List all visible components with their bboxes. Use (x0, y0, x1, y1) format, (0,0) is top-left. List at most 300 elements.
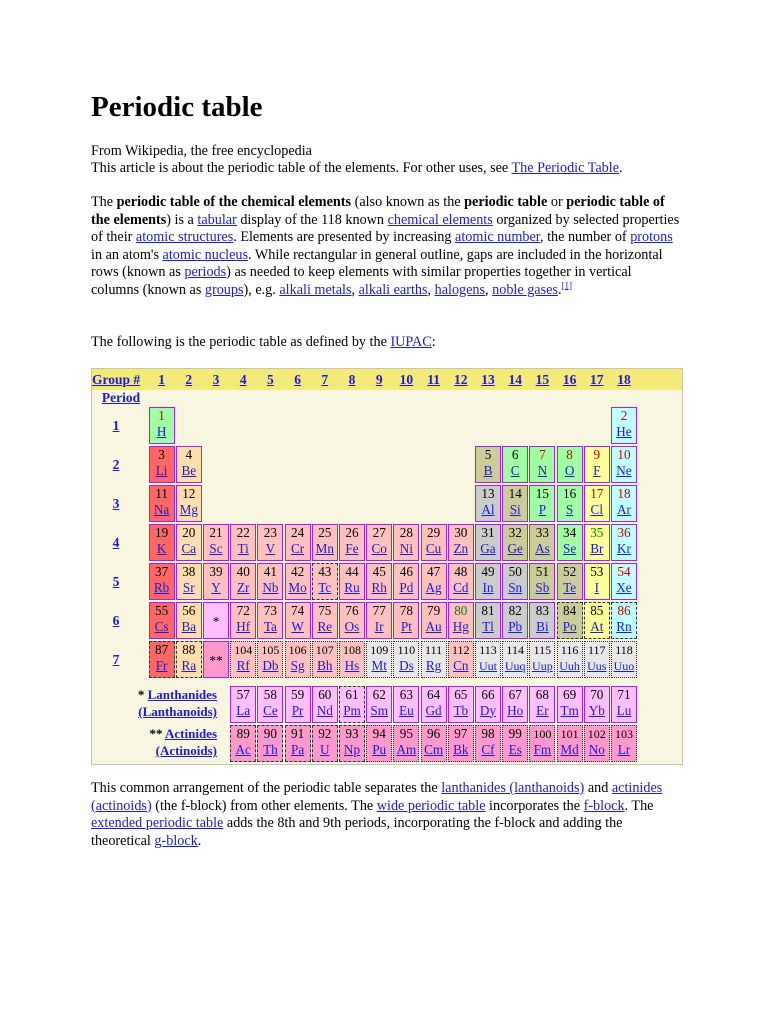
element-symbol-link[interactable]: Uus (587, 658, 607, 673)
article-link[interactable]: halogens (434, 281, 486, 298)
group-number-link[interactable]: 13 (481, 372, 495, 387)
element-cell[interactable] (312, 686, 338, 723)
element-cell[interactable] (611, 563, 637, 600)
element-symbol-link[interactable]: Md (560, 741, 579, 757)
atomic-number: 59 (291, 686, 305, 702)
group-number-link[interactable]: 10 (399, 372, 414, 387)
element-symbol-link[interactable]: Pb (508, 618, 523, 634)
article-link[interactable]: actinides (actinoids) (91, 780, 663, 814)
element-symbol-link[interactable]: V (265, 540, 276, 556)
element-cell[interactable] (393, 641, 419, 678)
element-cell[interactable] (502, 686, 528, 723)
element-symbol-link[interactable]: Ta (263, 618, 277, 634)
group-number-link[interactable]: 9 (375, 372, 383, 387)
element-cell[interactable] (149, 485, 175, 522)
element-cell[interactable] (230, 725, 256, 762)
element-cell[interactable] (611, 446, 637, 483)
element-cell[interactable] (149, 563, 175, 600)
element-cell[interactable] (529, 446, 555, 483)
article-link[interactable]: g-block (154, 832, 198, 849)
element-cell[interactable] (557, 725, 583, 762)
element-symbol-link[interactable]: Uuh (559, 658, 580, 673)
element-cell[interactable] (366, 686, 392, 723)
element-cell[interactable] (339, 524, 365, 561)
group-number-link[interactable]: 12 (454, 372, 468, 387)
element-symbol-link[interactable]: C (510, 462, 520, 478)
element-cell[interactable] (339, 602, 365, 639)
element-symbol-link[interactable]: Pm (343, 702, 361, 718)
element-symbol-link[interactable]: Am (396, 741, 417, 757)
element-cell[interactable] (149, 407, 175, 444)
element-symbol-link[interactable]: Zr (236, 579, 250, 595)
element-symbol-link[interactable]: He (616, 423, 632, 439)
group-number-label[interactable]: Group # (92, 372, 141, 387)
element-cell[interactable] (475, 602, 501, 639)
element-symbol-link[interactable]: Zn (453, 540, 469, 556)
atomic-number: 76 (345, 602, 359, 618)
atomic-number: 11 (155, 485, 168, 501)
element-cell[interactable] (502, 725, 528, 762)
element-symbol-link[interactable]: Sn (508, 579, 523, 595)
element-cell[interactable] (475, 725, 501, 762)
element-cell[interactable] (176, 641, 202, 678)
period-number-link[interactable]: 3 (112, 496, 120, 511)
element-cell[interactable] (176, 485, 202, 522)
element-cell[interactable] (611, 641, 637, 678)
element-symbol-link[interactable]: Bi (536, 618, 549, 634)
element-symbol-link[interactable]: Bh (317, 657, 333, 673)
element-cell[interactable] (421, 725, 447, 762)
element-cell[interactable] (421, 602, 447, 639)
element-cell[interactable] (529, 686, 555, 723)
element-symbol-link[interactable]: Mg (179, 501, 198, 517)
article-link[interactable]: atomic nucleus (162, 246, 249, 263)
element-cell[interactable] (257, 641, 283, 678)
element-cell[interactable] (584, 725, 610, 762)
element-symbol-link[interactable]: As (535, 540, 550, 556)
element-cell[interactable] (611, 602, 637, 639)
element-symbol-link[interactable]: B (483, 462, 493, 478)
element-symbol-link[interactable]: Hs (344, 657, 360, 673)
element-cell[interactable] (611, 485, 637, 522)
element-symbol-link[interactable]: Tb (453, 702, 469, 718)
element-cell[interactable] (475, 524, 501, 561)
element-cell[interactable] (149, 641, 175, 678)
element-symbol-link[interactable]: Rg (425, 657, 442, 673)
element-cell[interactable] (529, 602, 555, 639)
element-cell[interactable] (203, 524, 229, 561)
element-cell[interactable] (502, 563, 528, 600)
element-symbol-link[interactable]: Ho (507, 702, 524, 718)
element-cell[interactable] (448, 524, 474, 561)
element-cell[interactable] (421, 686, 447, 723)
element-cell[interactable] (611, 407, 637, 444)
article-link[interactable]: noble gases (492, 281, 558, 298)
element-symbol-link[interactable]: Uuq (504, 658, 526, 673)
element-symbol-link[interactable]: I (594, 579, 599, 595)
element-symbol-link[interactable]: At (590, 618, 604, 634)
period-number-link[interactable]: 5 (112, 574, 120, 589)
element-cell[interactable] (502, 446, 528, 483)
group-number-link[interactable]: 5 (267, 372, 274, 387)
element-symbol-link[interactable]: Sb (535, 579, 550, 595)
element-cell[interactable] (502, 641, 528, 678)
hatnote-link[interactable]: The Periodic Table (511, 160, 619, 176)
element-symbol-link[interactable]: Si (509, 501, 521, 517)
element-cell[interactable] (285, 602, 311, 639)
element-cell[interactable] (230, 686, 256, 723)
element-symbol-link[interactable]: Ac (235, 741, 251, 757)
element-cell[interactable] (285, 686, 311, 723)
element-cell[interactable] (611, 686, 637, 723)
element-cell[interactable] (285, 563, 311, 600)
element-cell[interactable] (393, 563, 419, 600)
element-cell[interactable] (584, 602, 610, 639)
element-symbol-link[interactable]: Dy (479, 702, 497, 718)
element-symbol-link[interactable]: N (537, 462, 548, 478)
period-number-link[interactable]: 1 (112, 418, 120, 433)
element-symbol-link[interactable]: Pa (291, 741, 305, 757)
element-symbol-link[interactable]: Rh (371, 579, 387, 595)
element-cell[interactable] (366, 524, 392, 561)
element-symbol-link[interactable]: W (291, 618, 304, 634)
element-cell[interactable] (421, 641, 447, 678)
element-cell[interactable] (230, 563, 256, 600)
article-link[interactable]: periods (184, 264, 227, 280)
group-number-link[interactable]: 8 (348, 372, 356, 387)
article-link[interactable]: chemical elements (387, 211, 493, 228)
element-symbol-link[interactable]: Ru (344, 579, 360, 595)
period-number-link[interactable]: 4 (112, 535, 120, 550)
element-symbol-link[interactable]: Hf (236, 618, 251, 634)
element-symbol-link[interactable]: Mn (315, 540, 334, 556)
element-symbol-link[interactable]: Uup (532, 658, 553, 673)
element-cell[interactable] (366, 563, 392, 600)
element-symbol-link[interactable]: Br (590, 540, 604, 556)
element-symbol-link[interactable]: Ra (181, 657, 197, 673)
element-symbol-link[interactable]: Xe (616, 579, 632, 595)
element-symbol-link[interactable]: Cm (424, 741, 444, 757)
element-cell[interactable] (312, 524, 338, 561)
element-symbol-link[interactable]: Sc (209, 540, 223, 556)
group-number-link[interactable]: 7 (321, 372, 329, 387)
article-link[interactable]: extended periodic table (91, 815, 224, 831)
element-cell[interactable] (393, 524, 419, 561)
element-cell[interactable] (393, 725, 419, 762)
element-cell[interactable] (584, 524, 610, 561)
element-symbol-link[interactable]: Ds (399, 657, 414, 673)
group-number-link[interactable]: 11 (427, 372, 440, 387)
element-cell[interactable] (230, 524, 256, 561)
element-cell[interactable] (257, 602, 283, 639)
element-cell[interactable] (366, 602, 392, 639)
group-number-link[interactable]: 4 (239, 372, 247, 387)
group-number-link[interactable]: 1 (158, 372, 165, 387)
lanthanides-link[interactable]: Lanthanides (147, 687, 217, 702)
actinides-label (92, 725, 217, 759)
element-symbol-link[interactable]: Cr (291, 540, 305, 556)
element-cell[interactable] (529, 485, 555, 522)
element-symbol-link[interactable]: Rn (616, 618, 632, 634)
lanthanoids-link[interactable]: (Lanthanoids) (138, 704, 217, 719)
element-symbol-link[interactable]: Th (263, 741, 278, 757)
element-cell[interactable] (611, 725, 637, 762)
element-symbol-link[interactable]: Hg (452, 618, 469, 634)
element-symbol-link[interactable]: Ag (425, 579, 442, 595)
hatnote (91, 160, 681, 178)
element-cell[interactable] (149, 602, 175, 639)
element-cell[interactable] (502, 524, 528, 561)
period-number-link[interactable]: 6 (112, 613, 120, 628)
element-cell[interactable] (448, 641, 474, 678)
element-symbol-link[interactable]: Ti (237, 540, 249, 556)
element-cell[interactable] (475, 641, 501, 678)
element-symbol-link[interactable]: P (538, 501, 547, 517)
element-cell[interactable] (421, 524, 447, 561)
element-symbol-link[interactable]: Yb (588, 702, 605, 718)
element-symbol-link[interactable]: F (593, 462, 601, 478)
element-symbol-link[interactable]: Uuo (613, 658, 635, 673)
element-cell[interactable] (393, 686, 419, 723)
element-cell[interactable] (557, 686, 583, 723)
element-symbol-link[interactable]: Cd (453, 579, 469, 595)
element-cell[interactable] (176, 563, 202, 600)
group-number-link[interactable]: 18 (617, 372, 631, 387)
element-cell[interactable] (529, 563, 555, 600)
element-symbol-link[interactable]: Kr (617, 540, 631, 556)
element-symbol-link[interactable]: Ni (399, 540, 413, 556)
element-symbol-link[interactable]: O (564, 462, 575, 478)
element-symbol-link[interactable]: H (156, 423, 167, 439)
element-cell[interactable] (257, 686, 283, 723)
element-symbol-link[interactable]: Pt (400, 618, 412, 634)
element-symbol-link[interactable]: Pu (372, 741, 387, 757)
element-symbol-link[interactable]: Tm (560, 702, 579, 718)
element-symbol-link[interactable]: No (588, 741, 605, 757)
element-symbol-link[interactable]: Tl (482, 618, 494, 634)
article-link[interactable]: IUPAC (390, 334, 432, 350)
group-number-link[interactable]: 17 (590, 372, 604, 387)
element-symbol-link[interactable]: Al (481, 501, 495, 517)
element-cell[interactable] (557, 485, 583, 522)
article-link[interactable]: groups (204, 281, 244, 298)
element-symbol-link[interactable]: Lr (617, 741, 631, 757)
element-symbol-link[interactable]: Re (317, 618, 333, 634)
element-symbol-link[interactable]: Sg (290, 657, 305, 673)
element-symbol-link[interactable]: Te (563, 579, 577, 595)
element-symbol-link[interactable]: Pr (291, 702, 304, 718)
actinides-star: ** (149, 726, 165, 741)
element-cell[interactable] (230, 641, 256, 678)
element-cell[interactable] (529, 641, 555, 678)
element-symbol-link[interactable]: Rf (236, 657, 250, 673)
group-number-link[interactable]: 14 (508, 372, 522, 387)
element-cell[interactable] (557, 563, 583, 600)
element-symbol-link[interactable]: Y (211, 579, 221, 595)
group-number-link[interactable]: 16 (562, 372, 577, 387)
element-cell[interactable] (366, 725, 392, 762)
element-cell[interactable] (584, 686, 610, 723)
element-symbol-link[interactable]: Os (344, 618, 360, 634)
element-cell[interactable] (421, 563, 447, 600)
element-symbol-link[interactable]: Be (181, 462, 197, 478)
element-cell[interactable] (339, 686, 365, 723)
article-link[interactable]: alkali earths (358, 281, 428, 298)
element-cell[interactable] (149, 446, 175, 483)
actinides-link[interactable]: Actinides (165, 726, 217, 741)
element-symbol-link[interactable]: U (320, 741, 330, 757)
element-symbol-link[interactable]: Ar (617, 501, 631, 517)
article-link[interactable]: atomic number (455, 229, 540, 245)
element-symbol-link[interactable]: Nd (316, 702, 333, 718)
element-cell[interactable] (312, 563, 338, 600)
group-number-link[interactable]: 15 (535, 372, 550, 387)
element-symbol-link[interactable]: La (236, 702, 251, 718)
element-cell[interactable] (475, 686, 501, 723)
element-symbol-link[interactable]: K (156, 540, 167, 556)
element-symbol-link[interactable]: Sm (370, 702, 388, 718)
article-link[interactable]: tabular (197, 211, 237, 228)
element-symbol-link[interactable]: Fr (155, 657, 168, 673)
element-cell[interactable] (611, 524, 637, 561)
element-cell[interactable] (502, 485, 528, 522)
element-symbol-link[interactable]: Ir (374, 618, 384, 634)
element-cell[interactable] (257, 524, 283, 561)
article-link[interactable]: protons (630, 229, 673, 245)
element-symbol-link[interactable]: Se (563, 540, 577, 556)
element-symbol-link[interactable]: Ge (507, 540, 523, 556)
article-link[interactable]: atomic structures (135, 229, 234, 245)
element-symbol-link[interactable]: Er (536, 702, 549, 718)
group-number-link[interactable]: 3 (212, 372, 220, 387)
element-cell[interactable] (312, 725, 338, 762)
element-cell[interactable] (584, 446, 610, 483)
atomic-number: 115 (533, 642, 552, 657)
element-symbol-link[interactable]: Ce (263, 702, 278, 718)
element-cell[interactable] (475, 563, 501, 600)
element-cell[interactable] (257, 563, 283, 600)
element-cell[interactable] (312, 602, 338, 639)
element-cell[interactable] (557, 524, 583, 561)
element-symbol-link[interactable]: Cs (154, 618, 169, 634)
element-symbol-link[interactable]: Tc (318, 579, 332, 595)
element-symbol-link[interactable]: Na (153, 501, 170, 517)
element-symbol-link[interactable]: S (565, 501, 574, 517)
element-symbol-link[interactable]: Co (371, 540, 387, 556)
element-cell[interactable] (475, 446, 501, 483)
article-link[interactable]: lanthanides (lanthanoids) (441, 780, 585, 796)
period-number-link[interactable]: 7 (112, 652, 120, 667)
atomic-number: 113 (479, 642, 497, 657)
element-cell[interactable] (475, 485, 501, 522)
atomic-number: 5 (484, 446, 492, 462)
element-symbol-link[interactable]: Nb (262, 579, 279, 595)
element-symbol-link[interactable]: Sr (182, 579, 195, 595)
element-symbol-link[interactable]: Bk (453, 741, 469, 757)
element-symbol-link[interactable]: Es (508, 741, 522, 757)
element-cell[interactable] (339, 563, 365, 600)
element-symbol-link[interactable]: Gd (425, 702, 442, 718)
group-number-link[interactable]: 6 (294, 372, 301, 387)
element-cell[interactable] (257, 725, 283, 762)
element-cell[interactable] (448, 563, 474, 600)
element-symbol-link[interactable]: Cn (453, 657, 469, 673)
element-cell[interactable] (557, 602, 583, 639)
period-label[interactable]: Period (101, 390, 141, 405)
element-symbol-link[interactable]: Db (262, 657, 279, 673)
element-cell[interactable] (312, 641, 338, 678)
element-symbol-link[interactable]: Eu (399, 702, 414, 718)
element-symbol-link[interactable]: Li (155, 462, 168, 478)
element-symbol-link[interactable]: Fm (533, 741, 552, 757)
element-cell[interactable] (393, 602, 419, 639)
element-cell[interactable] (448, 725, 474, 762)
element-cell[interactable] (448, 686, 474, 723)
element-cell[interactable] (339, 725, 365, 762)
element-symbol-link[interactable]: Cl (590, 501, 604, 517)
element-cell[interactable] (584, 641, 610, 678)
element-symbol-link[interactable]: Ne (616, 462, 632, 478)
element-cell[interactable] (584, 563, 610, 600)
element-symbol-link[interactable]: Rb (153, 579, 170, 595)
element-cell[interactable] (176, 524, 202, 561)
element-cell[interactable] (285, 524, 311, 561)
element-cell[interactable] (285, 725, 311, 762)
atomic-number: 94 (372, 725, 386, 741)
element-symbol-link[interactable]: Au (425, 618, 442, 634)
element-cell[interactable] (203, 563, 229, 600)
element-cell[interactable] (557, 641, 583, 678)
element-cell[interactable] (502, 602, 528, 639)
element-symbol-link[interactable]: Np (343, 741, 361, 757)
element-symbol-link[interactable]: Lu (616, 702, 632, 718)
element-symbol-link[interactable]: Fe (345, 540, 359, 556)
element-cell[interactable] (176, 602, 202, 639)
actinoids-link[interactable]: (Actinoids) (155, 743, 217, 758)
element-symbol-link[interactable]: Uut (478, 658, 497, 673)
element-cell[interactable] (339, 641, 365, 678)
article-link[interactable]: alkali metals (279, 281, 352, 298)
element-cell[interactable] (529, 524, 555, 561)
element-cell[interactable] (176, 446, 202, 483)
element-cell[interactable] (557, 446, 583, 483)
citation-link[interactable]: [1] (561, 279, 572, 290)
element-symbol-link[interactable]: Cf (481, 741, 495, 757)
element-symbol-link[interactable]: Ca (181, 540, 197, 556)
article-link[interactable]: wide periodic table (376, 797, 486, 814)
element-cell[interactable] (149, 524, 175, 561)
element-symbol-link[interactable]: Pd (399, 579, 414, 595)
element-symbol-link[interactable]: Ba (181, 618, 197, 634)
element-cell[interactable] (529, 725, 555, 762)
article-link[interactable]: f-block (583, 797, 625, 814)
group-number-link[interactable]: 2 (185, 372, 193, 387)
element-symbol-link[interactable]: Mt (371, 657, 387, 673)
element-cell[interactable] (448, 602, 474, 639)
element-cell[interactable] (230, 602, 256, 639)
atomic-number: 106 (288, 642, 307, 657)
element-cell[interactable] (285, 641, 311, 678)
element-symbol-link[interactable]: Cu (425, 540, 442, 556)
element-symbol-link[interactable]: Po (562, 618, 577, 634)
period-number-link[interactable]: 2 (112, 457, 120, 472)
element-symbol-link[interactable]: In (482, 579, 494, 595)
element-cell[interactable] (366, 641, 392, 678)
element-cell[interactable] (584, 485, 610, 522)
element-symbol-link[interactable]: Mo (288, 579, 307, 595)
atomic-number: 21 (209, 524, 223, 540)
element-symbol-link[interactable]: Ga (480, 540, 496, 556)
